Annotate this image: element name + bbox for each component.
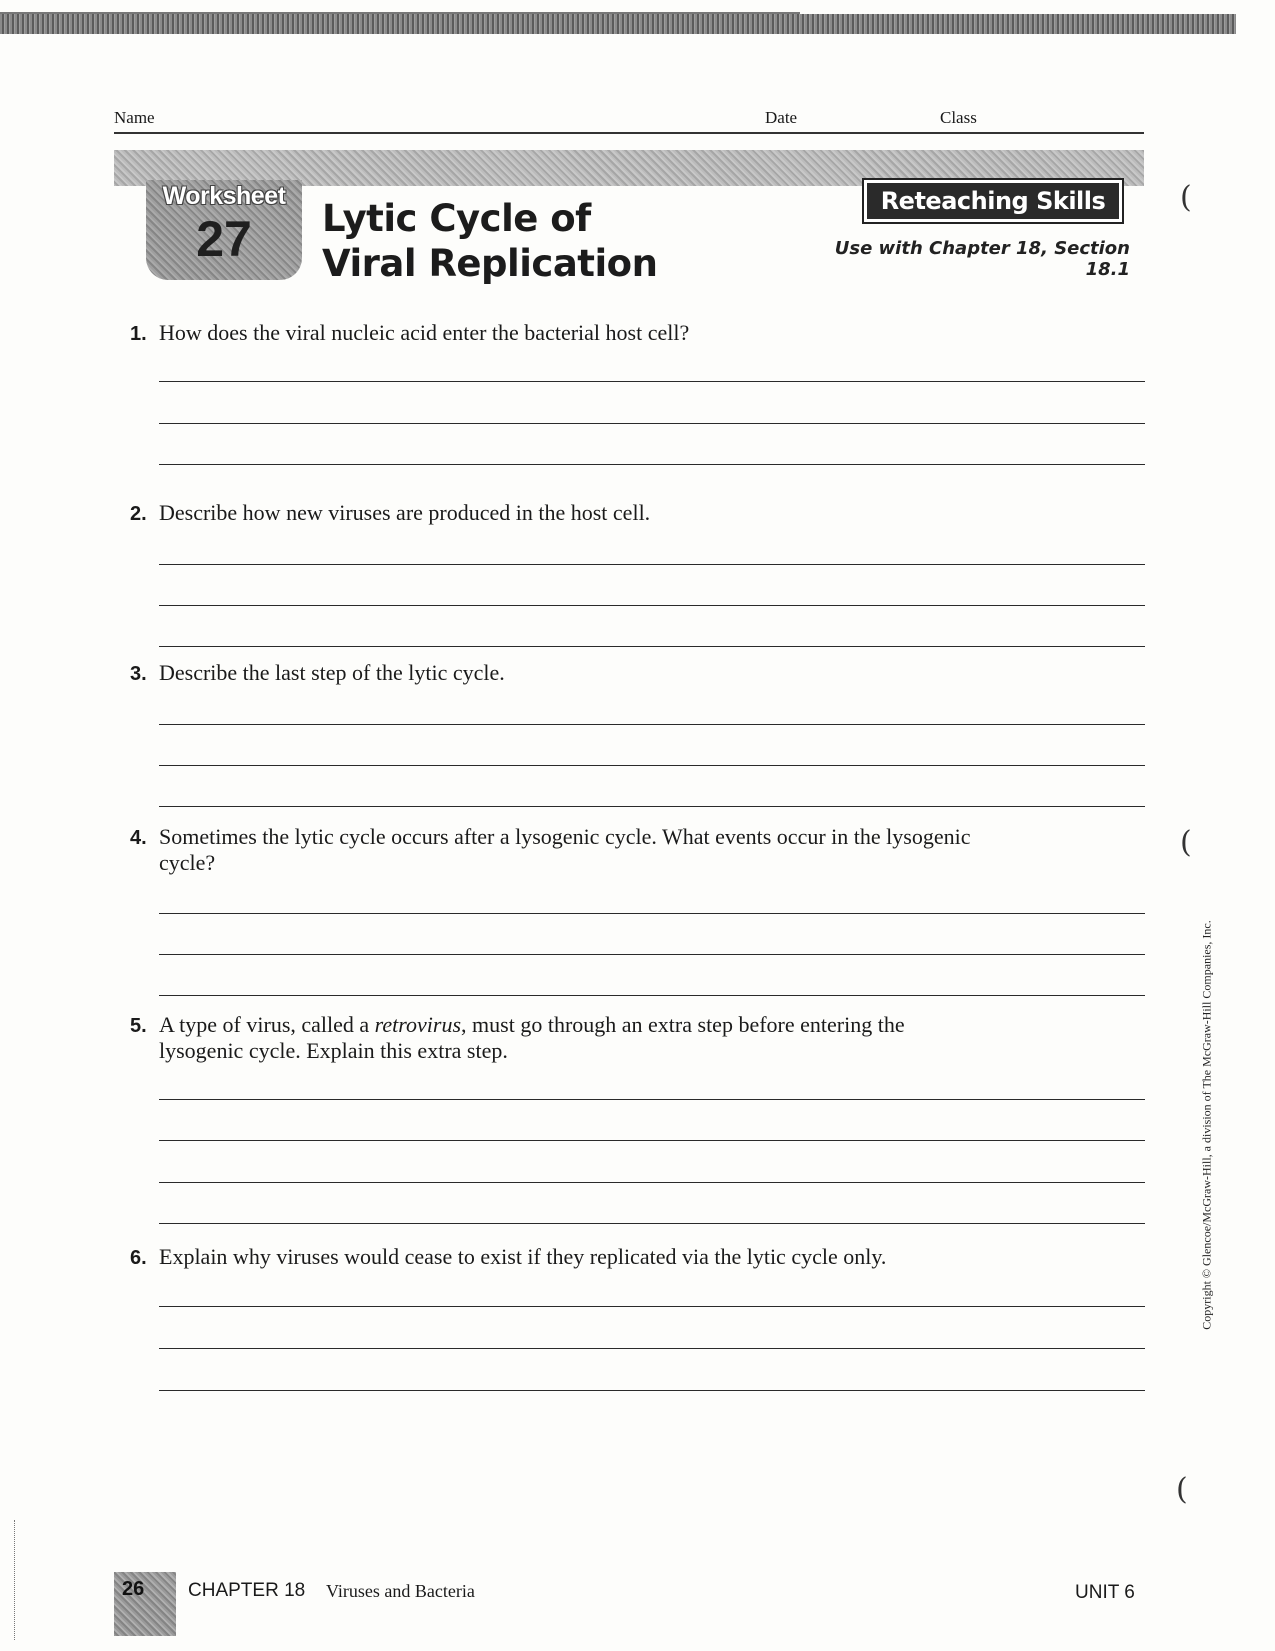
answer-line[interactable] [159,464,1145,465]
question-4 [130,824,1145,876]
answer-line[interactable] [159,605,1145,606]
answer-line[interactable] [159,1223,1145,1224]
chapter-reference: Use with Chapter 18, Section 18.1 [834,238,1130,280]
page-title [322,196,742,286]
question-number: 1. [130,323,147,345]
answer-line[interactable] [159,724,1145,725]
binder-hole-mark: ( [1176,1472,1188,1507]
question-number: 6. [130,1247,147,1269]
answer-line[interactable] [159,1140,1145,1141]
title-line-1: Lytic Cycle of [322,197,591,240]
question-text-part: , must go through an extra step before entering the lysogenic cycle. Explain this extra step. [159,1012,905,1063]
answer-line[interactable] [159,564,1145,565]
retrovirus-term: retrovirus [374,1012,462,1037]
class-label: Class [940,108,977,127]
question-6 [130,1244,1145,1271]
question-text: Describe how new viruses are produced in the host cell. [159,500,651,525]
page-number: 26 [122,1578,145,1600]
date-label: Date [765,108,798,127]
footer-unit: UNIT 6 [1075,1582,1135,1603]
question-text: Explain why viruses would cease to exist if they replicated via the lytic cycle only. [159,1244,887,1269]
answer-line[interactable] [159,913,1145,914]
answer-line[interactable] [159,954,1145,955]
question-number: 2. [130,503,147,525]
question-2 [130,500,1145,527]
worksheet-label: Worksheet [162,182,286,210]
worksheet-number: 27 [196,211,252,267]
answer-line[interactable] [159,1182,1145,1183]
binder-hole-mark: ( [1180,825,1192,860]
reteaching-skills-label: Reteaching Skills [867,183,1119,219]
student-info-row [114,104,1144,134]
answer-line[interactable] [159,806,1145,807]
question-3 [130,660,1145,687]
answer-line[interactable] [159,1099,1145,1100]
footer-topic: Viruses and Bacteria [326,1581,475,1601]
footer-chapter: CHAPTER 18 [188,1580,306,1601]
question-5 [130,1012,1145,1064]
question-1 [130,320,1145,347]
question-text: How does the viral nucleic acid enter the bacterial host cell? [159,320,690,345]
answer-line[interactable] [159,381,1145,382]
question-text: Describe the last step of the lytic cycle. [159,660,505,685]
question-number: 5. [130,1015,147,1037]
question-number: 3. [130,663,147,685]
reteaching-skills-badge [862,178,1124,224]
copyright-text: Copyright © Glencoe/McGraw-Hill, a division of The McGraw-Hill Companies, Inc. [1199,920,1214,1330]
question-text [159,1012,989,1064]
scan-top-bar [0,14,1236,34]
name-label: Name [114,108,155,127]
answer-line[interactable] [159,646,1145,647]
question-number: 4. [130,827,147,849]
scan-left-edge [14,1520,16,1640]
answer-line[interactable] [159,995,1145,996]
worksheet-badge [146,180,302,280]
title-line-2: Viral Replication [322,242,658,285]
question-text-part: A type of virus, called a [159,1012,375,1037]
answer-line[interactable] [159,1348,1145,1349]
answer-line[interactable] [159,423,1145,424]
answer-line[interactable] [159,1306,1145,1307]
answer-line[interactable] [159,1390,1145,1391]
binder-hole-mark: ( [1180,180,1192,215]
question-text: Sometimes the lytic cycle occurs after a lysogenic cycle. What events occur in the lysogenic cycle? [159,824,971,875]
answer-line[interactable] [159,765,1145,766]
